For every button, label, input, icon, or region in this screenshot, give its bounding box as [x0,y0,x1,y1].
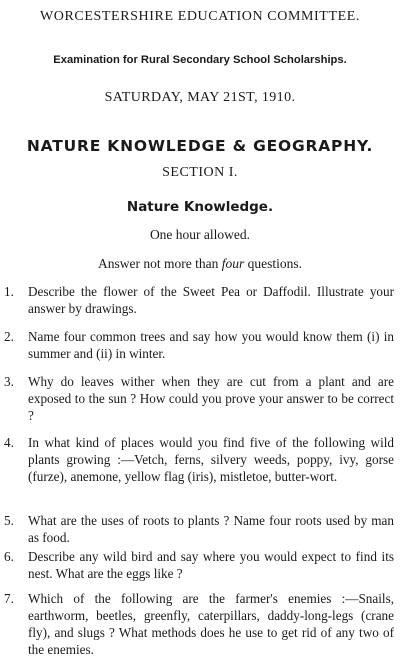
section-heading: Nature Knowledge. [126,199,274,215]
question-number: 6. [4,549,14,564]
question-text: What are the uses of roots to plants ? Name four roots used by man as food. [28,513,394,545]
question-number: 4. [4,435,14,450]
exam-date: SATURDAY, MAY 21ST, 1910. [104,90,296,105]
question-text: Name four common trees and say how you would know them (i) in summer and (ii) in winter. [28,329,394,361]
question-number: 5. [4,513,14,528]
instruction-post: questions. [244,256,302,271]
question-text: In what kind of places would you find five of the following wild plants growing :—Vetch, ferns, silvery weeds, poppy, ivy, gorse (furze), anemone, yellow flag (iris), mistletoe, butter-wort. [28,435,394,484]
question-text: Describe any wild bird and say where you would expect to find its nest. What are the eggs like ? [28,549,394,581]
time-allowed: One hour allowed. [149,227,251,242]
question-text: Describe the flower of the Sweet Pea or Daffodil. Illustrate your answer by drawings. [28,284,394,316]
subject-title: NATURE KNOWLEDGE & GEOGRAPHY. [26,137,374,155]
question-text: Which of the following are the farmer's enemies :—Snails, earthworm, beetles, greenfly, caterpillars, daddy-long-legs (crane fly), and slugs ? What methods does he use to get rid of any two of the enemies. [28,591,394,657]
exam-title: Examination for Rural Secondary School Scholarships. [53,54,347,66]
question-number: 7. [4,591,14,606]
instruction [0,256,400,272]
instruction-pre: Answer not more than [97,256,222,271]
instruction-emphasis: four [221,256,245,271]
question-number: 3. [4,374,14,389]
question-number: 1. [4,284,14,299]
question-number: 2. [4,329,14,344]
committee-title: WORCESTERSHIRE EDUCATION COMMITTEE. [39,9,361,24]
question-text: Why do leaves wither when they are cut from a plant and are exposed to the sun ? How could you prove your answer to be correct ? [28,374,394,423]
section-label: SECTION I. [162,165,238,180]
